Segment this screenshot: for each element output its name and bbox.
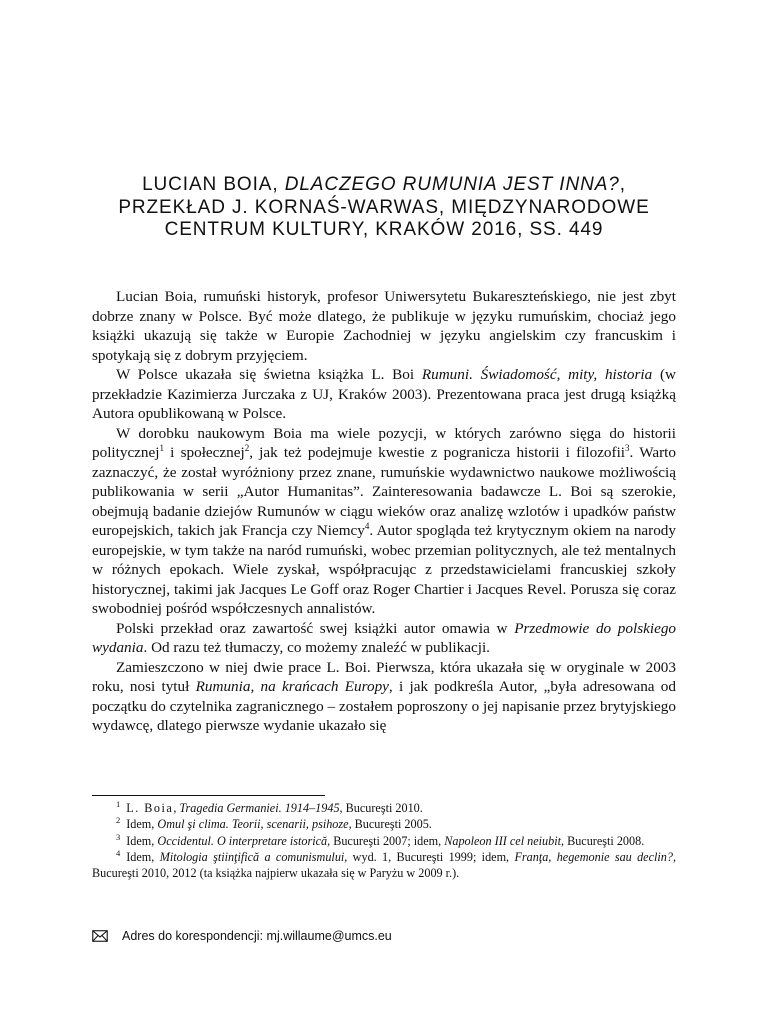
correspondence-address [92, 928, 676, 944]
footnote-2: $^2$ Idem, Omul şi clima. Teorii, scenarii, psihoze, Bucureşti 2005. [116, 815, 432, 832]
footnote-ref-3[interactable]: 3 [625, 442, 630, 453]
envelope-icon [92, 930, 108, 942]
footnote-3: $^3$ Idem, Occidentul. O interpretare istorică, Bucureşti 2007; idem, Napoleon III cel neiubit, Bucureşti 2008. [116, 831, 645, 848]
paragraph-1: Lucian Boia, rumuński historyk, profesor Uniwersytetu Bukareszteńskiego, nie jest zbyt dobrze znany w Polsce. Być może dlatego, że publikuje w języku rumuńskim, chociaż jego książki ukazują się także w Europie Zachodniej w języku angielskim czy francuskim i spotykają się z dobrym przyjęciem. [92, 288, 676, 364]
footnote-divider [92, 795, 325, 796]
footnote-ref-2[interactable]: 2 [244, 442, 250, 453]
footnote-ref-4[interactable]: 4 [364, 520, 370, 531]
title-line-1: LUCIAN BOIA, DLACZEGO RUMUNIA JEST INNA?, [142, 174, 626, 195]
title-line-2: PRZEKŁAD J. KORNAŚ-WARWAS, MIĘDZYNARODOWE [118, 196, 650, 218]
address-text: Adres do korespondencji: mj.willaume@umcs.eu [122, 929, 392, 943]
paragraph-5: Zamieszczono w niej dwie prace L. Boi. Pierwsza, która ukazała się w oryginale w 2003 roku, nosi tytuł Rumunia, na krańcach Europy, i jak podkreśla Autor, „była adresowana od początku do czytelnika zagranicznego – zostałem poproszony o jej napisanie przez brytyjskiego wydawcę, dlatego pierwsze wydanie ukazało się [92, 658, 676, 734]
review-title [92, 174, 676, 242]
footnotes [92, 800, 676, 881]
paragraph-4: Polski przekład oraz zawartość swej książki autor omawia w Przedmowie do polskiego wydania. Od razu też tłumaczy, co możemy znaleźć w publikacji. [92, 619, 677, 656]
title-line-3: CENTRUM KULTURY, KRAKÓW 2016, SS. 449 [164, 219, 604, 240]
body-text [92, 287, 676, 736]
footnote-1: $^1$ L. Boia, Tragedia Germaniei. 1914–1945, Bucureşti 2010. [116, 798, 423, 815]
footnote-ref-1[interactable]: 1 [159, 442, 164, 453]
paragraph-3: W dorobku naukowym Boia ma wiele pozycji, w których zarówno sięga do historii politycznej$^1$ i społecznej$^2$, jak też podejmuje kwestie z pogranicza historii i filozofii$^3$. Warto zaznaczyć, że został wyróżniony przez znane, rumuńskie wydawnictwo naukowe możliwością publikowania w serii „Autor Humanitas”. Zainteresowania badawcze L. Boi są szerokie, obejmują badanie dziejów Rumunów w ciągu wieków oraz analizę wzlotów i upadków państw europejskich, takich jak Francja czy Niemcy$^4$. Autor spogląda też krytycznym okiem na narody europejskie, w tym także na naród rumuński, wobec przemian politycznych, ale też mentalnych w różnych epokach. Wiele zyskał, współpracując z przedstawicielami francuskiej szkoły historycznej, takimi jak Jacques Le Goff oraz Roger Chartier i Jacques Revel. Porusza się coraz swobodniej pośród współczesnych annalistów. [92, 424, 676, 617]
paragraph-2: W Polsce ukazała się świetna książka L. Boi Rumuni. Świadomość, mity, historia (w przekładzie Kazimierza Jurczaka z UJ, Kraków 2003). Prezentowana praca jest drugą książką Autora opublikowaną w Polsce. [92, 366, 676, 422]
footnote-4: $^4$ Idem, Mitologia ştiinţifică a comunismului, wyd. 1, Bucureşti 1999; idem, Franţa, hegemonie sau declin?, Bucureşti 2010, 2012 (ta książka najpierw ukazała się w Paryżu w 2009 r.). [92, 847, 677, 881]
